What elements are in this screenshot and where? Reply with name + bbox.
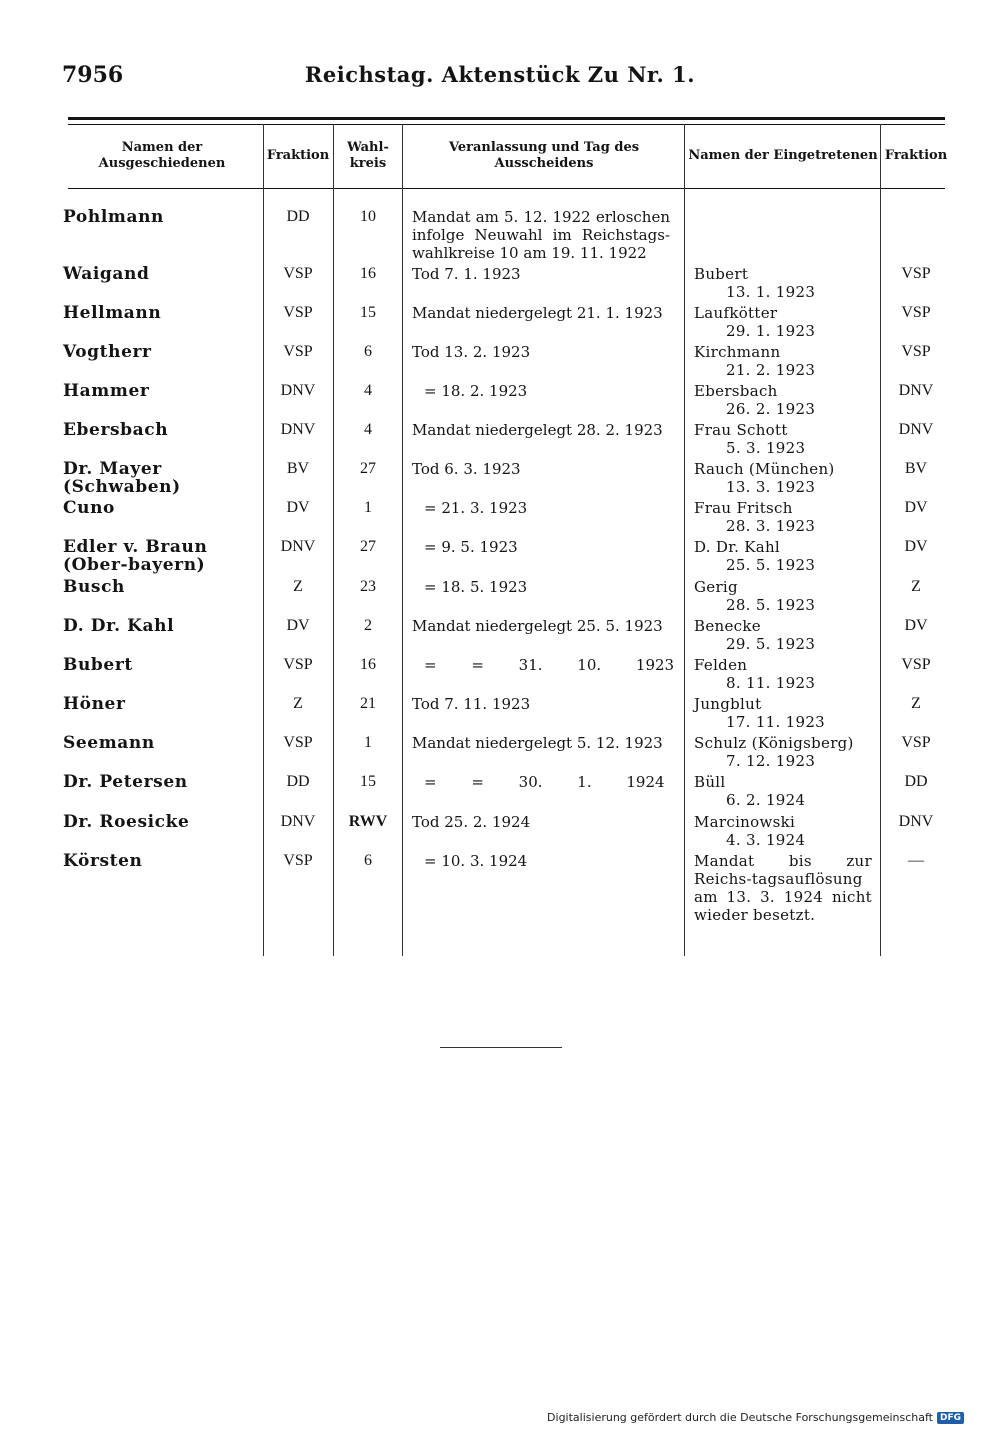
row-fraktion: Z	[293, 695, 303, 712]
header-rule	[68, 188, 945, 189]
row-fraktion: DNV	[280, 813, 316, 830]
row-wahlkreis: 27	[360, 460, 376, 477]
eingetreten-date: 21. 2. 1923	[726, 361, 816, 379]
footer-text: Digitalisierung gefördert durch die Deutsche Forschungsgemeinschaft	[547, 1411, 933, 1424]
row-eingetreten	[694, 617, 872, 653]
row-eingetreten	[694, 460, 872, 496]
row-fraktion-neu: VSP	[901, 656, 931, 673]
row-veranlassung: Mandat am 5. 12. 1922 erloschen infolge Neuwahl im Reichstags-wahlkreise 10 am 19. 11. 1922	[412, 208, 670, 262]
column-header-fraktion: Fraktion	[266, 148, 330, 163]
row-wahlkreis: 21	[360, 695, 376, 712]
column-divider	[684, 124, 685, 956]
eingetreten-date: 29. 1. 1923	[726, 322, 816, 340]
row-fraktion: DNV	[280, 421, 316, 438]
row-veranlassung: = 18. 5. 1923	[424, 578, 528, 596]
row-wahlkreis: 23	[360, 578, 376, 595]
row-eingetreten	[694, 382, 872, 418]
row-fraktion-neu: DV	[904, 499, 928, 516]
row-name: Körsten	[63, 851, 143, 871]
row-fraktion: VSP	[283, 656, 313, 673]
row-fraktion: DNV	[280, 538, 316, 555]
row-veranlassung: Tod 7. 11. 1923	[412, 695, 531, 713]
column-header-wahlkreis	[334, 128, 402, 184]
row-name: Pohlmann	[63, 207, 165, 227]
eingetreten-name: Frau Fritsch	[694, 499, 793, 517]
row-veranlassung: Tod 13. 2. 1923	[412, 343, 531, 361]
row-veranlassung: = = 31. 10. 1923	[424, 656, 675, 674]
row-fraktion: DV	[286, 617, 310, 634]
row-name: Dr. Petersen	[63, 772, 188, 792]
row-name: Bubert	[63, 655, 133, 675]
row-name: Vogtherr	[63, 342, 152, 362]
row-wahlkreis: 2	[364, 617, 372, 634]
row-veranlassung: Tod 7. 1. 1923	[412, 265, 521, 283]
eingetreten-name: Laufkötter	[694, 304, 778, 322]
row-name: Edler v. Braun (Ober-bayern)	[63, 537, 208, 575]
row-fraktion: Z	[293, 578, 303, 595]
top-rule-thick	[68, 117, 945, 120]
eingetreten-name: Frau Schott	[694, 421, 788, 439]
row-eingetreten	[694, 852, 872, 924]
row-veranlassung: Mandat niedergelegt 5. 12. 1923	[412, 734, 663, 752]
eingetreten-name: Marcinowski	[694, 813, 796, 831]
eingetreten-date: 13. 3. 1923	[726, 478, 816, 496]
eingetreten-name: Ebersbach	[694, 382, 778, 400]
eingetreten-name: Jungblut	[694, 695, 762, 713]
row-eingetreten	[694, 304, 872, 340]
dfg-logo-icon: DFG	[937, 1412, 964, 1424]
row-wahlkreis: 4	[364, 382, 372, 399]
row-fraktion-neu: DNV	[898, 813, 934, 830]
row-fraktion: DNV	[280, 382, 316, 399]
row-fraktion-neu: VSP	[901, 734, 931, 751]
eingetreten-name: Kirchmann	[694, 343, 781, 361]
row-wahlkreis: RWV	[348, 813, 388, 830]
row-veranlassung: Tod 6. 3. 1923	[412, 460, 521, 478]
eingetreten-name: Bubert	[694, 265, 749, 283]
row-eingetreten	[694, 538, 872, 574]
row-wahlkreis: 1	[364, 499, 372, 516]
row-fraktion-neu: DNV	[898, 382, 934, 399]
eingetreten-name: D. Dr. Kahl	[694, 538, 781, 556]
row-name: D. Dr. Kahl	[63, 616, 175, 636]
row-veranlassung: = 10. 3. 1924	[424, 852, 528, 870]
eingetreten-date: 28. 5. 1923	[726, 596, 816, 614]
row-wahlkreis: 6	[364, 852, 372, 869]
column-header-eingetretene: Namen der Eingetretenen	[688, 148, 878, 163]
row-name: Seemann	[63, 733, 155, 753]
eingetreten-date: 7. 12. 1923	[726, 752, 816, 770]
top-rule-thin	[68, 124, 945, 125]
row-fraktion-neu: Z	[911, 695, 921, 712]
row-fraktion: VSP	[283, 343, 313, 360]
row-veranlassung: Mandat niedergelegt 21. 1. 1923	[412, 304, 663, 322]
eingetreten-name: Felden	[694, 656, 748, 674]
row-name: Hammer	[63, 381, 150, 401]
footer	[547, 1411, 964, 1424]
row-name: Dr. Mayer (Schwaben)	[63, 459, 181, 497]
row-veranlassung: Mandat niedergelegt 25. 5. 1923	[412, 617, 663, 635]
column-header-veranlassung: Veranlassung und Tag des Ausscheidens	[448, 140, 640, 171]
row-name: Dr. Roesicke	[63, 812, 190, 832]
eingetreten-date: 8. 11. 1923	[726, 674, 816, 692]
running-title: Reichstag. Aktenstück Zu Nr. 1.	[304, 62, 696, 87]
row-veranlassung: Tod 25. 2. 1924	[412, 813, 531, 831]
eingetreten-name: Rauch (München)	[694, 460, 835, 478]
column-header-name: Namen der Ausgeschiedenen	[98, 140, 226, 171]
row-veranlassung: Mandat niedergelegt 28. 2. 1923	[412, 421, 663, 439]
eingetreten-name: Mandat bis zur Reichs-tagsauflösung am 13. 3. 1924 nicht wieder besetzt.	[694, 852, 872, 924]
row-eingetreten	[694, 813, 872, 849]
row-fraktion-neu: BV	[904, 460, 928, 477]
row-eingetreten	[694, 343, 872, 379]
row-eingetreten	[694, 265, 872, 301]
eingetreten-date: 17. 11. 1923	[726, 713, 826, 731]
row-veranlassung: = 9. 5. 1923	[424, 538, 518, 556]
row-fraktion: VSP	[283, 852, 313, 869]
row-fraktion-neu: DNV	[898, 421, 934, 438]
row-veranlassung: = 21. 3. 1923	[424, 499, 528, 517]
row-fraktion-neu: VSP	[901, 343, 931, 360]
row-eingetreten	[694, 421, 872, 457]
eingetreten-date: 13. 1. 1923	[726, 283, 816, 301]
eingetreten-name: Schulz (Königsberg)	[694, 734, 854, 752]
row-fraktion-neu: VSP	[901, 265, 931, 282]
row-veranlassung: = = 30. 1. 1924	[424, 773, 665, 791]
eingetreten-date: 6. 2. 1924	[726, 791, 806, 809]
column-header-wahlkreis-line1: Wahl-	[347, 140, 389, 155]
eingetreten-date: 29. 5. 1923	[726, 635, 816, 653]
row-wahlkreis: 10	[360, 208, 376, 225]
row-wahlkreis: 4	[364, 421, 372, 438]
row-fraktion: DV	[286, 499, 310, 516]
row-fraktion: BV	[286, 460, 310, 477]
row-name: Hellmann	[63, 303, 162, 323]
row-fraktion: DD	[286, 208, 310, 225]
row-eingetreten	[694, 499, 872, 535]
row-eingetreten	[694, 578, 872, 614]
row-fraktion-neu: DD	[904, 773, 928, 790]
row-wahlkreis: 15	[360, 304, 376, 321]
eingetreten-date: 25. 5. 1923	[726, 556, 816, 574]
column-header-fraktion-neu: Fraktion	[884, 148, 948, 163]
end-rule	[440, 1047, 562, 1048]
eingetreten-name: Gerig	[694, 578, 738, 596]
row-wahlkreis: 16	[360, 656, 376, 673]
eingetreten-name: Büll	[694, 773, 726, 791]
row-fraktion-neu: DV	[904, 538, 928, 555]
eingetreten-date: 5. 3. 1923	[726, 439, 806, 457]
row-name: Cuno	[63, 498, 115, 518]
row-eingetreten	[694, 695, 872, 731]
row-wahlkreis: 6	[364, 343, 372, 360]
row-fraktion-neu: —	[908, 852, 924, 869]
row-fraktion-neu: VSP	[901, 304, 931, 321]
row-wahlkreis: 27	[360, 538, 376, 555]
eingetreten-date: 28. 3. 1923	[726, 517, 816, 535]
row-fraktion: DD	[286, 773, 310, 790]
row-name: Waigand	[63, 264, 150, 284]
eingetreten-name: Benecke	[694, 617, 761, 635]
row-eingetreten	[694, 656, 872, 692]
row-wahlkreis: 15	[360, 773, 376, 790]
row-fraktion: VSP	[283, 304, 313, 321]
column-divider	[880, 124, 881, 956]
row-name: Ebersbach	[63, 420, 169, 440]
row-fraktion-neu: DV	[904, 617, 928, 634]
eingetreten-date: 26. 2. 1923	[726, 400, 816, 418]
row-wahlkreis: 16	[360, 265, 376, 282]
row-wahlkreis: 1	[364, 734, 372, 751]
row-fraktion: VSP	[283, 734, 313, 751]
page-number: 7956	[62, 62, 124, 88]
row-eingetreten	[694, 773, 872, 809]
row-fraktion-neu: Z	[911, 578, 921, 595]
row-fraktion: VSP	[283, 265, 313, 282]
column-header-wahlkreis-line2: kreis	[349, 156, 387, 171]
row-name: Höner	[63, 694, 126, 714]
column-divider	[402, 124, 403, 956]
row-name: Busch	[63, 577, 126, 597]
eingetreten-date: 4. 3. 1924	[726, 831, 806, 849]
row-veranlassung: = 18. 2. 1923	[424, 382, 528, 400]
row-eingetreten	[694, 734, 872, 770]
